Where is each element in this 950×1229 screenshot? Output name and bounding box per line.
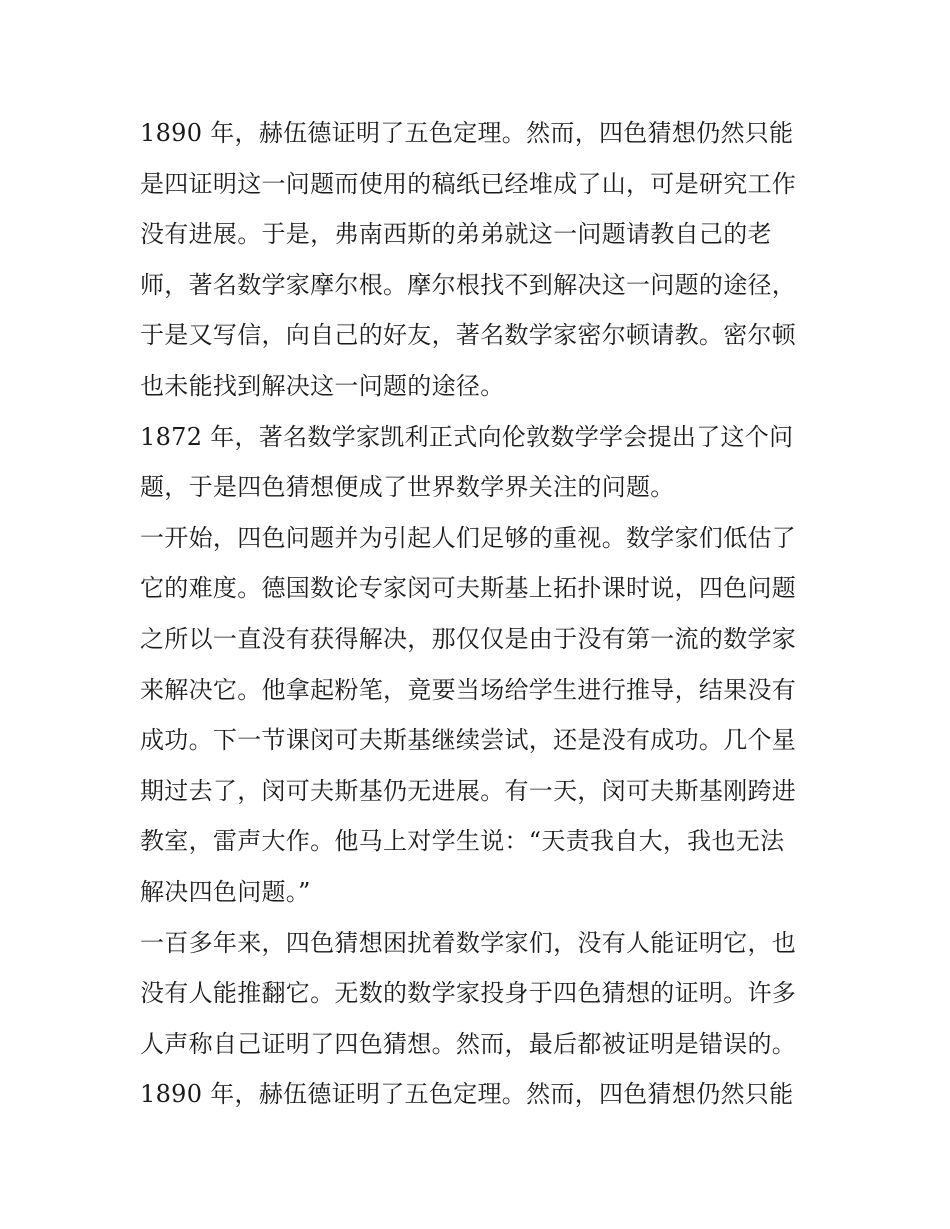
document-body [140, 108, 820, 1120]
text-line: 是四证明这一问题而使用的稿纸已经堆成了山，可是研究工作 [140, 169, 797, 198]
text-line: 它的难度。德国数论专家闵可夫斯基上拓扑课时说，四色问题 [140, 574, 797, 603]
text-line: 期过去了，闵可夫斯基仍无进展。有一天，闵可夫斯基刚跨进 [140, 776, 797, 805]
text-line: 1890 年，赫伍德证明了五色定理。然而，四色猜想仍然只能 [140, 1080, 794, 1109]
text-line: 题，于是四色猜想便成了世界数学界关注的问题。 [140, 473, 675, 502]
text-line: 于是又写信，向自己的好友，著名数学家密尔顿请教。密尔顿 [140, 321, 797, 350]
text-line: 没有人能推翻它。无数的数学家投身于四色猜想的证明。许多 [140, 979, 797, 1008]
text-line: 之所以一直没有获得解决，那仅仅是由于没有第一流的数学家 [140, 624, 797, 653]
text-line: 师，著名数学家摩尔根。摩尔根找不到解决这一问题的途径， [140, 270, 797, 299]
text-line: 教室，雷声大作。他马上对学生说：“天责我自大，我也无法 [140, 827, 785, 856]
text-line: 成功。下一节课闵可夫斯基继续尝试，还是没有成功。几个星 [140, 726, 797, 755]
text-line: 1872 年，著名数学家凯利正式向伦敦数学学会提出了这个问 [140, 422, 794, 451]
text-line: 解决四色问题。” [140, 877, 311, 906]
text-line: 没有进展。于是，弗南西斯的弟弟就这一问题请教自己的老 [140, 220, 772, 249]
text-line: 也未能找到解决这一问题的途径。 [140, 371, 505, 400]
text-line: 来解决它。他拿起粉笔，竟要当场给学生进行推导，结果没有 [140, 675, 797, 704]
text-line: 一开始，四色问题并为引起人们足够的重视。数学家们低估了 [140, 523, 797, 552]
text-line: 一百多年来，四色猜想困扰着数学家们，没有人能证明它，也 [140, 928, 797, 957]
text-line: 1890 年，赫伍德证明了五色定理。然而，四色猜想仍然只能 [140, 119, 794, 147]
text-line: 人声称自己证明了四色猜想。然而，最后都被证明是错误的。 [140, 1029, 797, 1058]
